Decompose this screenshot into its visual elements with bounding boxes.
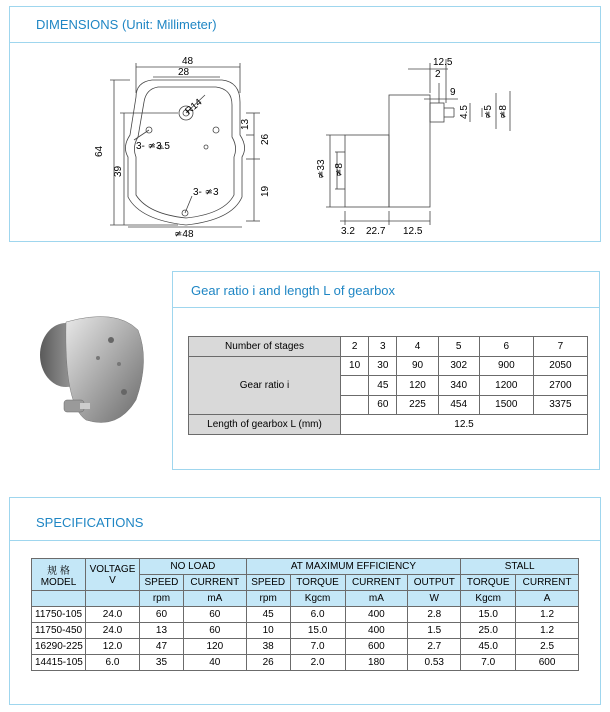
spec-cell: 47 (140, 639, 184, 655)
spec-cell: 60 (140, 607, 184, 623)
spec-cell: 600 (516, 655, 579, 671)
spec-cell: 25.0 (461, 623, 516, 639)
table-row (32, 623, 579, 639)
model-header (32, 559, 86, 591)
dim-side-45: 4.5 (459, 105, 470, 119)
mount-hole-right (213, 127, 219, 133)
unit-cell-empty (32, 591, 86, 607)
spec-cell: 60 (183, 607, 246, 623)
unit-cell: rpm (140, 591, 184, 607)
table-row (32, 607, 579, 623)
spec-cell: 400 (345, 607, 408, 623)
spec-cell: 600 (345, 639, 408, 655)
dimensions-panel (9, 6, 601, 242)
dim-side-dia8: ≄8 (334, 163, 345, 177)
ratio-cell: 120 (397, 376, 438, 396)
spec-cell: 2.5 (516, 639, 579, 655)
spec-cell: 35 (140, 655, 184, 671)
spec-cell: 45.0 (461, 639, 516, 655)
specifications-body (32, 607, 579, 671)
stage-cell: 2 (341, 337, 369, 357)
ratio-cell (341, 395, 369, 415)
dim-48-top: 48 (182, 56, 194, 67)
dim-holes-35: 3- ≄3.5 (136, 141, 170, 152)
spec-cell: 1.2 (516, 607, 579, 623)
length-value: 12.5 (341, 415, 588, 435)
ratio-cell: 340 (438, 376, 479, 396)
ratio-cell: 1200 (479, 376, 533, 396)
ratio-cell: 900 (479, 356, 533, 376)
ratio-cell: 2700 (533, 376, 587, 396)
unit-cell: A (516, 591, 579, 607)
table-row (189, 415, 588, 435)
sub-header: CURRENT (516, 575, 579, 591)
no-load-header: NO LOAD (140, 559, 247, 575)
stall-header: STALL (461, 559, 579, 575)
table-row (189, 356, 588, 376)
ratio-cell: 45 (369, 376, 397, 396)
dim-side-dia8-shaft: ≄8 (498, 105, 509, 119)
spec-cell: 1.5 (408, 623, 461, 639)
stage-cell: 5 (438, 337, 479, 357)
spec-cell: 0.53 (408, 655, 461, 671)
gearbox-panel (172, 271, 600, 470)
stage-cell: 3 (369, 337, 397, 357)
table-header-row (32, 559, 579, 575)
sub-header: CURRENT (183, 575, 246, 591)
dim-26: 26 (260, 133, 271, 145)
ratio-cell (341, 376, 369, 396)
dim-side-9: 9 (450, 87, 456, 98)
sub-header: SPEED (140, 575, 184, 591)
spec-cell: 38 (246, 639, 290, 655)
stage-cell: 6 (479, 337, 533, 357)
spec-cell: 7.0 (290, 639, 345, 655)
ratio-cell: 60 (369, 395, 397, 415)
sub-header: SPEED (246, 575, 290, 591)
dimensions-title: DIMENSIONS (Unit: Millimeter) (36, 17, 217, 32)
dim-19: 19 (260, 185, 271, 197)
spec-cell: 26 (246, 655, 290, 671)
dim-side-2: 2 (435, 69, 441, 80)
ratio-cell: 454 (438, 395, 479, 415)
dim-side-125-top: 12.5 (433, 57, 453, 68)
stage-cell: 7 (533, 337, 587, 357)
spec-cell: 120 (183, 639, 246, 655)
model-cell: 11750-450 (32, 623, 86, 639)
spec-cell: 24.0 (86, 607, 140, 623)
stage-cell: 4 (397, 337, 438, 357)
spec-cell: 2.0 (290, 655, 345, 671)
ratio-cell: 10 (341, 356, 369, 376)
motor-photo (26, 300, 166, 450)
unit-cell: Kgcm (290, 591, 345, 607)
dim-holes-3: 3- ≄3 (193, 187, 219, 198)
stages-label: Number of stages (189, 337, 341, 357)
max-efficiency-header: AT MAXIMUM EFFICIENCY (246, 559, 461, 575)
spec-cell: 2.7 (408, 639, 461, 655)
spec-cell: 15.0 (290, 623, 345, 639)
table-unit-row (32, 591, 579, 607)
ratio-label: Gear ratio i (189, 356, 341, 415)
ratio-cell: 302 (438, 356, 479, 376)
dim-side-32: 3.2 (341, 226, 355, 237)
ratio-cell: 30 (369, 356, 397, 376)
table-row (189, 337, 588, 357)
model-header-en: MODEL (40, 576, 77, 588)
table-row (32, 655, 579, 671)
voltage-header (86, 559, 140, 591)
dim-side-227: 22.7 (366, 226, 386, 237)
spec-cell: 45 (246, 607, 290, 623)
spec-cell: 60 (183, 623, 246, 639)
side-view-motor-body (345, 135, 389, 207)
dim-side-125-bottom: 12.5 (403, 226, 423, 237)
spec-cell: 7.0 (461, 655, 516, 671)
gear-ratio-table (188, 336, 588, 435)
side-view-shaft (430, 103, 444, 122)
table-row (32, 639, 579, 655)
voltage-header-label: VOLTAGE (89, 563, 136, 575)
dim-64: 64 (94, 145, 105, 157)
ratio-cell: 2050 (533, 356, 587, 376)
spec-cell: 12.0 (86, 639, 140, 655)
side-view-gearbox (389, 95, 430, 207)
spec-cell: 15.0 (461, 607, 516, 623)
spec-cell: 1.2 (516, 623, 579, 639)
sub-header: CURRENT (345, 575, 408, 591)
dim-28: 28 (178, 67, 190, 78)
dim-39: 39 (113, 165, 124, 177)
spec-cell: 2.8 (408, 607, 461, 623)
ratio-cell: 3375 (533, 395, 587, 415)
spec-cell: 180 (345, 655, 408, 671)
specifications-panel (9, 497, 601, 705)
specifications-title-rule (10, 540, 600, 541)
model-cell: 11750-105 (32, 607, 86, 623)
dimension-drawing (10, 7, 602, 243)
sub-header: TORQUE (461, 575, 516, 591)
sub-header: TORQUE (290, 575, 345, 591)
dim-side-dia33: ≄33 (316, 159, 327, 179)
spec-cell: 6.0 (86, 655, 140, 671)
unit-cell: mA (183, 591, 246, 607)
unit-cell: Kgcm (461, 591, 516, 607)
spec-cell: 24.0 (86, 623, 140, 639)
length-label: Length of gearbox L (mm) (189, 415, 341, 435)
specifications-table (31, 558, 579, 671)
unit-cell-empty (86, 591, 140, 607)
gearbox-title-rule (173, 307, 599, 308)
ratio-cell: 225 (397, 395, 438, 415)
sub-header: OUTPUT (408, 575, 461, 591)
ratio-cell: 1500 (479, 395, 533, 415)
spec-cell: 400 (345, 623, 408, 639)
ratio-cell: 90 (397, 356, 438, 376)
spec-cell: 40 (183, 655, 246, 671)
unit-cell: W (408, 591, 461, 607)
dim-side-dia5: ≄5 (483, 105, 494, 119)
spec-cell: 6.0 (290, 607, 345, 623)
spec-cell: 10 (246, 623, 290, 639)
gearbox-title: Gear ratio i and length L of gearbox (191, 283, 396, 298)
dim-13: 13 (240, 118, 251, 130)
voltage-header-unit: V (109, 574, 116, 586)
dim-r14: R14 (183, 96, 205, 118)
specifications-title: SPECIFICATIONS (36, 515, 144, 530)
dim-dia-48: ≄48 (174, 229, 194, 240)
model-header-cn: 规 格 (47, 565, 70, 577)
spec-cell: 13 (140, 623, 184, 639)
unit-cell: rpm (246, 591, 290, 607)
model-cell: 16290-225 (32, 639, 86, 655)
unit-cell: mA (345, 591, 408, 607)
model-cell: 14415-105 (32, 655, 86, 671)
